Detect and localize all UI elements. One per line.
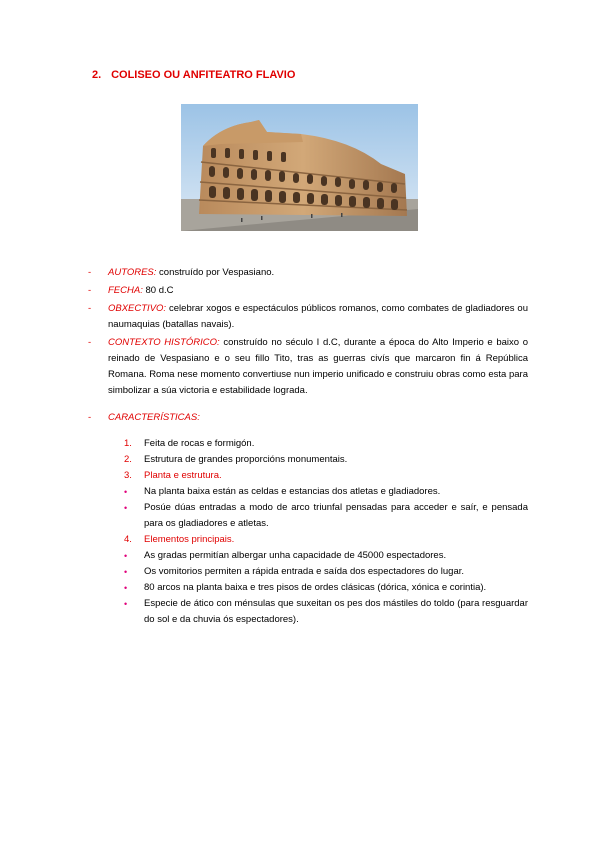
list-text: Posúe dúas entradas a modo de arco triunfal pensadas para acceder e saír, e pensada para os gladiadores e atletas. bbox=[144, 502, 528, 529]
list-item: - CONTEXTO HISTÓRICO: construído no século I d.C, durante a época do Alto Imperio e baixo o reinado de Vespasiano e o seu fillo Tito, tras as guerras civís que marcaron fin á República Romana. Roma nese momento convertiuse nun imperio unificado e construiu obras como esta para simbolizar a súa victoria e estabilidade lograda. bbox=[88, 337, 528, 396]
autores-label: AUTORES: bbox=[108, 267, 157, 278]
bullet-icon: • bbox=[124, 487, 128, 497]
list-text: Estrutura de grandes proporcións monumentais. bbox=[144, 454, 348, 465]
bullet-icon: • bbox=[124, 503, 128, 513]
obxectivo-text: celebrar xogos e espectáculos públicos romanos, como combates de gladiadores ou naumaquias (batallas navais). bbox=[108, 303, 528, 330]
fecha-text: 80 d.C bbox=[142, 285, 174, 296]
list-item: - AUTORES: construído por Vespasiano. bbox=[88, 267, 275, 278]
list-item bbox=[124, 436, 528, 452]
list-marker: 4. bbox=[124, 534, 132, 545]
list-text: Feita de rocas e formigón. bbox=[144, 438, 255, 449]
list-item bbox=[124, 500, 528, 532]
list-marker: 3. bbox=[124, 470, 132, 481]
list-item bbox=[124, 596, 528, 628]
list-item bbox=[124, 564, 528, 580]
list-text: 80 arcos na planta baixa e tres pisos de ordes clásicas (dórica, xónica e corintia). bbox=[144, 582, 487, 593]
bullet-icon: • bbox=[124, 551, 128, 561]
list-marker: 1. bbox=[124, 438, 132, 449]
section-heading bbox=[92, 69, 295, 81]
list-item bbox=[124, 548, 528, 564]
list-text: As gradas permitían albergar unha capacidade de 45000 espectadores. bbox=[144, 550, 447, 561]
list-item bbox=[124, 468, 528, 484]
autores-text: construído por Vespasiano. bbox=[156, 267, 275, 278]
list-text: Os vomitorios permiten a rápida entrada e saída dos espectadores do lugar. bbox=[144, 566, 465, 577]
list-item: - FECHA: 80 d.C bbox=[88, 285, 174, 296]
bullet-icon: • bbox=[124, 583, 128, 593]
caracteristicas-heading: - CARACTERÍSTICAS: bbox=[88, 412, 200, 423]
obxectivo-label: OBXECTIVO: bbox=[108, 303, 167, 314]
list-text: Especie de ático con ménsulas que suxeitan os pes dos mástiles do toldo (para resguardar do sol e da chuvia ós espectadores). bbox=[144, 598, 528, 625]
fecha-label: FECHA: bbox=[108, 285, 143, 296]
colosseum-photo bbox=[181, 104, 418, 231]
list-text: Na planta baixa están as celdas e estancias dos atletas e gladiadores. bbox=[144, 486, 441, 497]
caracteristicas-label: CARACTERÍSTICAS: bbox=[108, 412, 200, 423]
contexto-label: CONTEXTO HISTÓRICO: bbox=[108, 337, 220, 348]
list-marker: 2. bbox=[124, 454, 132, 465]
list-text: Planta e estrutura. bbox=[144, 470, 222, 481]
list-item: - OBXECTIVO: celebrar xogos e espectáculos públicos romanos, como combates de gladiadores ou naumaquias (batallas navais). bbox=[88, 303, 528, 330]
section-title: COLISEO OU ANFITEATRO FLAVIO bbox=[111, 69, 296, 81]
list-item bbox=[124, 484, 528, 500]
section-number: 2. bbox=[92, 69, 102, 81]
bullet-icon: • bbox=[124, 567, 128, 577]
caracteristicas-list bbox=[124, 436, 528, 628]
list-item bbox=[124, 452, 528, 468]
info-bullets bbox=[88, 265, 528, 401]
list-item bbox=[124, 580, 528, 596]
list-text: Elementos principais. bbox=[144, 534, 235, 545]
contexto-text: construído no século I d.C, durante a época do Alto Imperio e baixo o reinado de Vespasiano e o seu fillo Tito, tras as guerras civís que marcaron fin á República Romana. Roma nese momento convertiuse nun imperio unificado e construiu obras como esta para simbolizar a súa victoria e estabilidade lograda. bbox=[108, 337, 528, 396]
bullet-icon: • bbox=[124, 599, 128, 609]
list-item bbox=[124, 532, 528, 548]
